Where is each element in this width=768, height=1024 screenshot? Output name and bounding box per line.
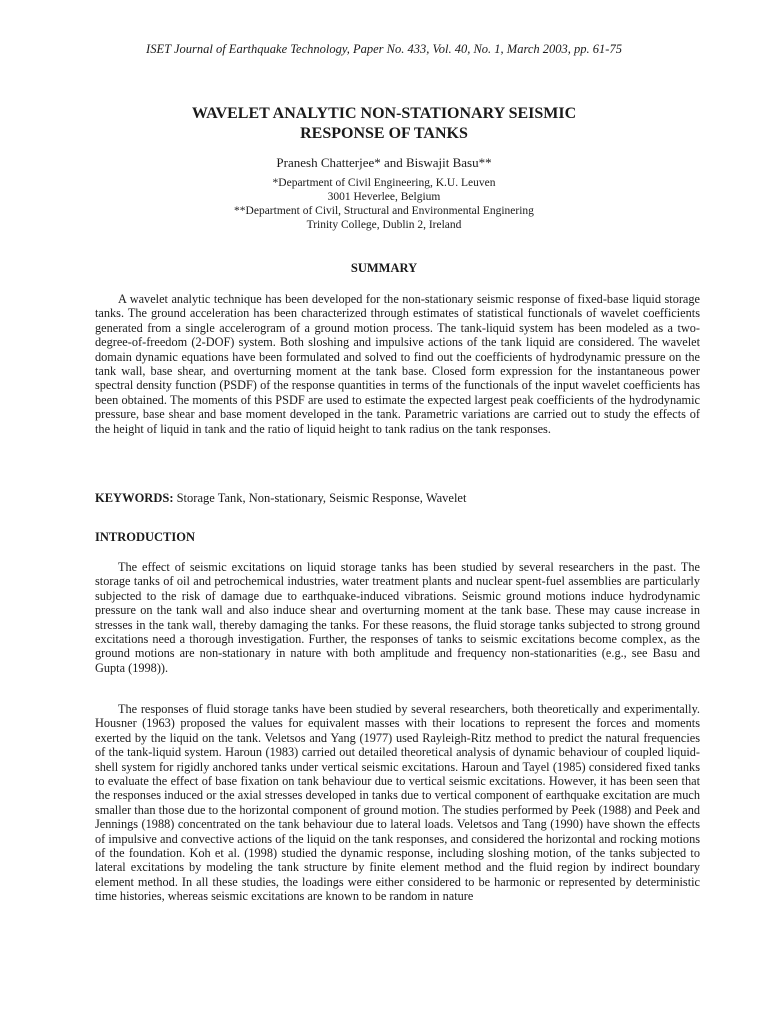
journal-header: ISET Journal of Earthquake Technology, Paper No. 433, Vol. 40, No. 1, March 2003, pp. 61-75 bbox=[146, 42, 622, 56]
affiliation-line: Trinity College, Dublin 2, Ireland bbox=[306, 219, 462, 231]
introduction-heading: INTRODUCTION bbox=[95, 530, 196, 544]
introduction-paragraph-2: The responses of fluid storage tanks have been studied by several researchers, both theoretically and experimentally. Housner (1963) proposed the values for equivalent masses with their locations to represent the forces and moments exerted by the liquid on the tank. Veletsos and Yang (1977) used Rayleigh-Ritz method to predict the natural frequencies of the tank-liquid system. Haroun (1983) carried out detailed theoretical analysis of dynamic behaviour of coupled liquid-shell system for rigidly anchored tanks under vertical seismic excitations. Haroun and Tayel (1985) considered fixed tanks to evaluate the effect of base fixation on tank behaviour due to vertical seismic excitations. However, it has been seen that the responses induced or the axial stresses developed in tanks due to vertical component of earthquake excitation are much smaller than those due to the horizontal component of ground motion. The studies performed by Peek (1988) and Peek and Jennings (1988) concentrated on the tank behaviour due to lateral loads. Veletsos and Tang (1990) have shown the effects of impulsive and convective actions of the liquid on the tank responses, and considered the horizontal and rocking motions of the foundation. Koh et al. (1998) studied the dynamic response, including sloshing motion, of the tanks subjected to lateral excitations by modeling the tank structure by finite element method and the fluid region by indirect boundary element method. In all these studies, the loadings were either considered to be harmonic or represented by deterministic time histories, whereas seismic excitations are known to be random in nature bbox=[95, 702, 700, 904]
summary-paragraph: A wavelet analytic technique has been developed for the non-stationary seismic response of fixed-base liquid storage tanks. The ground acceleration has been characterized through estimates of statistical functionals of wavelet coefficients generated from a single accelerogram of a ground motion process. The tank-liquid system has been modeled as a two-degree-of-freedom (2-DOF) system. Both sloshing and impulsive actions of the tank liquid are considered. The wavelet domain dynamic equations have been formulated and solved to find out the coefficients of hydrodynamic pressure on the tank wall, base shear, and overturning moment at the tank base. Closed form expression for the instantaneous power spectral density function (PSDF) of the response quantities in terms of the functionals of the input wavelet coefficients has been obtained. The moments of this PSDF are used to estimate the expected largest peak coefficients of the hydrodynamic pressure, base shear and base moment developed in the tank. Parametric variations are carried out to study the effects of the height of liquid in tank and the ratio of liquid height to tank radius on the tank responses. bbox=[95, 292, 700, 436]
keywords-line bbox=[95, 491, 700, 506]
affiliation-line: **Department of Civil, Structural and Environmental Enginering bbox=[234, 205, 534, 217]
affiliation-line: 3001 Heverlee, Belgium bbox=[327, 191, 441, 203]
title-line-2: RESPONSE OF TANKS bbox=[300, 125, 468, 142]
title-line-1: WAVELET ANALYTIC NON-STATIONARY SEISMIC bbox=[191, 105, 577, 122]
introduction-paragraph-1: The effect of seismic excitations on liquid storage tanks has been studied by several researchers in the past. The storage tanks of oil and petrochemical industries, water treatment plants and nuclear spent-fuel assemblies are particularly subjected to the risk of damage due to earthquake-induced vibrations. Seismic ground motions induce hydrodynamic pressure on the tank wall and also induce shear and overturning moment at the tank base. These may cause increase in stresses in the tank wall, thereby damaging the tanks. For these reasons, the fluid storage tanks subjected to strong ground excitations need a thorough investigation. Further, the responses of tanks to seismic excitations become complex, as the ground motions are non-stationary in nature with both amplitude and frequency non-stationarities (e.g., see Basu and Gupta (1998)). bbox=[95, 560, 700, 675]
keywords-label: KEYWORDS: bbox=[95, 491, 174, 505]
affiliation-line: *Department of Civil Engineering, K.U. Leuven bbox=[272, 177, 496, 189]
paper-title bbox=[0, 104, 768, 144]
summary-heading: SUMMARY bbox=[350, 261, 418, 275]
keywords-text: Storage Tank, Non-stationary, Seismic Response, Wavelet bbox=[176, 491, 467, 505]
author-list: Pranesh Chatterjee* and Biswajit Basu** bbox=[276, 155, 492, 170]
